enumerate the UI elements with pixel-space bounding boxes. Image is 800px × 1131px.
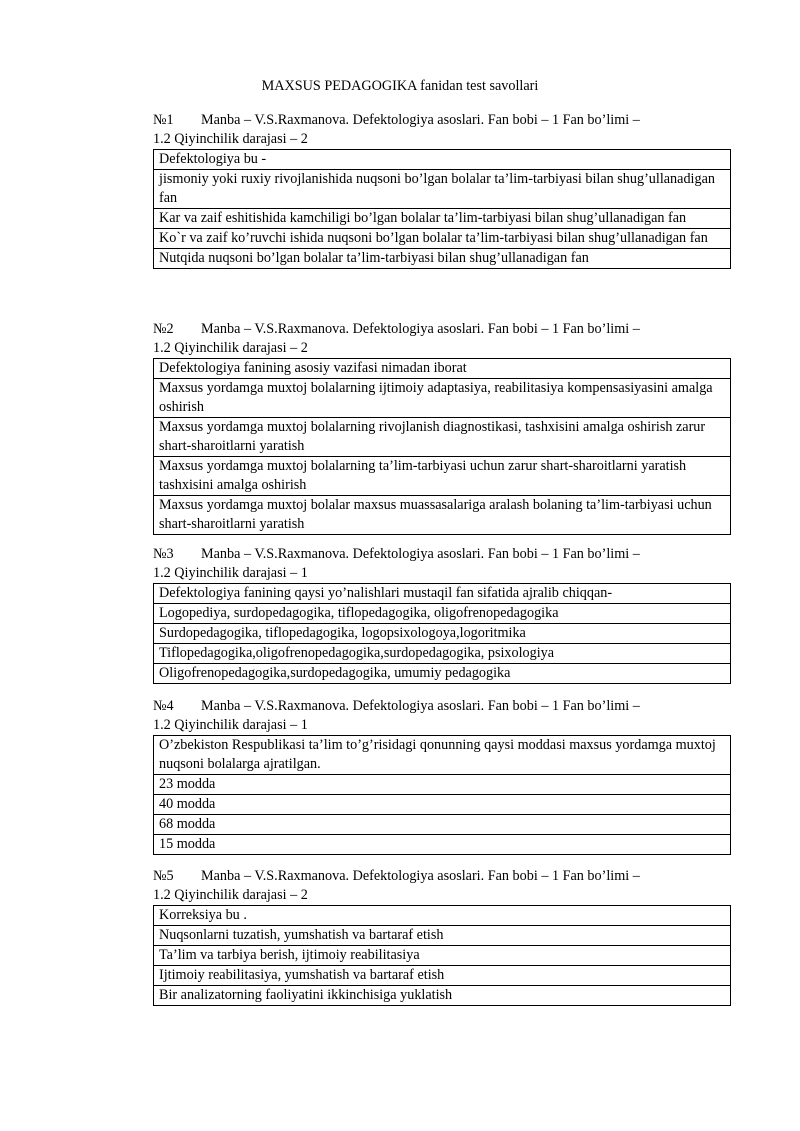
answer-row <box>154 229 731 249</box>
answer-row <box>154 496 731 535</box>
question-source-line2: 1.2 Qiyinchilik darajasi – 1 <box>153 565 308 581</box>
answer-row <box>154 604 731 624</box>
question-table <box>153 149 731 269</box>
answer-row <box>154 418 731 457</box>
question-source-line2: 1.2 Qiyinchilik darajasi – 2 <box>153 131 308 147</box>
question-source-line1: Manba – V.S.Raxmanova. Defektologiya asoslari. Fan bobi – 1 Fan bo’limi – <box>201 321 640 337</box>
question-source-line2: 1.2 Qiyinchilik darajasi – 2 <box>153 340 308 356</box>
answer-option: Maxsus yordamga muxtoj bolalar maxsus muassasalariga aralash bolaning ta’lim-tarbiyasi uchun shart-sharoitlarni yaratish <box>154 496 731 535</box>
answer-row <box>154 664 731 684</box>
question-source-line2: 1.2 Qiyinchilik darajasi – 2 <box>153 887 308 903</box>
question-table <box>153 358 731 535</box>
answer-option: Ko`r va zaif ko’ruvchi ishida nuqsoni bo’lgan bolalar ta’lim-tarbiyasi bilan shug’ullanadigan fan <box>154 229 731 249</box>
question-source-line2: 1.2 Qiyinchilik darajasi – 1 <box>153 717 308 733</box>
question-source-line1: Manba – V.S.Raxmanova. Defektologiya asoslari. Fan bobi – 1 Fan bo’limi – <box>201 112 640 128</box>
answer-option: Nuqsonlarni tuzatish, yumshatish va bartaraf etish <box>154 926 731 946</box>
answer-row <box>154 795 731 815</box>
answer-option: 68 modda <box>154 815 731 835</box>
question-text: O’zbekiston Respublikasi ta’lim to’g’risidagi qonunning qaysi moddasi maxsus yordamga muxtoj nuqsoni bolalarga ajratilgan. <box>154 736 731 775</box>
question-table <box>153 905 731 1006</box>
question-number: №2 <box>153 321 174 337</box>
answer-option: Nutqida nuqsoni bo’lgan bolalar ta’lim-tarbiyasi bilan shug’ullanadigan fan <box>154 249 731 269</box>
answer-row <box>154 815 731 835</box>
answer-row <box>154 966 731 986</box>
answer-option: Logopediya, surdopedagogika, tiflopedagogika, oligofrenopedagogika <box>154 604 731 624</box>
answer-option: Oligofrenopedagogika,surdopedagogika, umumiy pedagogika <box>154 664 731 684</box>
question-source-line1: Manba – V.S.Raxmanova. Defektologiya asoslari. Fan bobi – 1 Fan bo’limi – <box>201 546 640 562</box>
answer-option: 23 modda <box>154 775 731 795</box>
question-block <box>153 697 731 855</box>
question-text: Korreksiya bu . <box>154 906 731 926</box>
answer-row <box>154 946 731 966</box>
question-row <box>154 359 731 379</box>
answer-row <box>154 170 731 209</box>
question-number: №4 <box>153 698 174 714</box>
answer-option: 40 modda <box>154 795 731 815</box>
answer-row <box>154 775 731 795</box>
question-header <box>153 545 731 583</box>
question-block <box>153 111 731 269</box>
answer-option: Surdopedagogika, tiflopedagogika, logopsixologoya,logoritmika <box>154 624 731 644</box>
answer-row <box>154 835 731 855</box>
question-source-line1: Manba – V.S.Raxmanova. Defektologiya asoslari. Fan bobi – 1 Fan bo’limi – <box>201 868 640 884</box>
question-block <box>153 545 731 684</box>
answer-row <box>154 209 731 229</box>
question-header <box>153 111 731 149</box>
question-source-line1: Manba – V.S.Raxmanova. Defektologiya asoslari. Fan bobi – 1 Fan bo’limi – <box>201 698 640 714</box>
question-row <box>154 150 731 170</box>
answer-row <box>154 986 731 1006</box>
answer-row <box>154 249 731 269</box>
answer-row <box>154 644 731 664</box>
question-header <box>153 697 731 735</box>
answer-row <box>154 926 731 946</box>
answer-row <box>154 624 731 644</box>
question-number: №5 <box>153 868 174 884</box>
question-block <box>153 320 731 535</box>
question-header <box>153 320 731 358</box>
answer-option: Maxsus yordamga muxtoj bolalarning ijtimoiy adaptasiya, reabilitasiya kompensasiyasini amalga oshirish <box>154 379 731 418</box>
question-text: Defektologiya fanining qaysi yo’nalishlari mustaqil fan sifatida ajralib chiqqan- <box>154 584 731 604</box>
question-text: Defektologiya fanining asosiy vazifasi nimadan iborat <box>154 359 731 379</box>
question-row <box>154 736 731 775</box>
page-title: MAXSUS PEDAGOGIKA fanidan test savollari <box>261 78 539 94</box>
answer-option: Kar va zaif eshitishida kamchiligi bo’lgan bolalar ta’lim-tarbiyasi bilan shug’ullanadigan fan <box>154 209 731 229</box>
question-number: №3 <box>153 546 174 562</box>
answer-option: jismoniy yoki ruxiy rivojlanishida nuqsoni bo’lgan bolalar ta’lim-tarbiyasi bilan shug’ullanadigan fan <box>154 170 731 209</box>
question-row <box>154 584 731 604</box>
answer-option: Ijtimoiy reabilitasiya, yumshatish va bartaraf etish <box>154 966 731 986</box>
answer-option: Maxsus yordamga muxtoj bolalarning rivojlanish diagnostikasi, tashxisini amalga oshirish zarur shart-sharoitlarni yaratish <box>154 418 731 457</box>
question-table <box>153 735 731 855</box>
question-header <box>153 867 731 905</box>
answer-option: 15 modda <box>154 835 731 855</box>
question-text: Defektologiya bu - <box>154 150 731 170</box>
question-row <box>154 906 731 926</box>
question-block <box>153 867 731 1006</box>
answer-row <box>154 457 731 496</box>
answer-row <box>154 379 731 418</box>
answer-option: Ta’lim va tarbiya berish, ijtimoiy reabilitasiya <box>154 946 731 966</box>
question-number: №1 <box>153 112 174 128</box>
answer-option: Maxsus yordamga muxtoj bolalarning ta’lim-tarbiyasi uchun zarur shart-sharoitlarni yaratish tashxisini amalga oshirish <box>154 457 731 496</box>
answer-option: Bir analizatorning faoliyatini ikkinchisiga yuklatish <box>154 986 731 1006</box>
question-table <box>153 583 731 684</box>
answer-option: Tiflopedagogika,oligofrenopedagogika,surdopedagogika, psixologiya <box>154 644 731 664</box>
